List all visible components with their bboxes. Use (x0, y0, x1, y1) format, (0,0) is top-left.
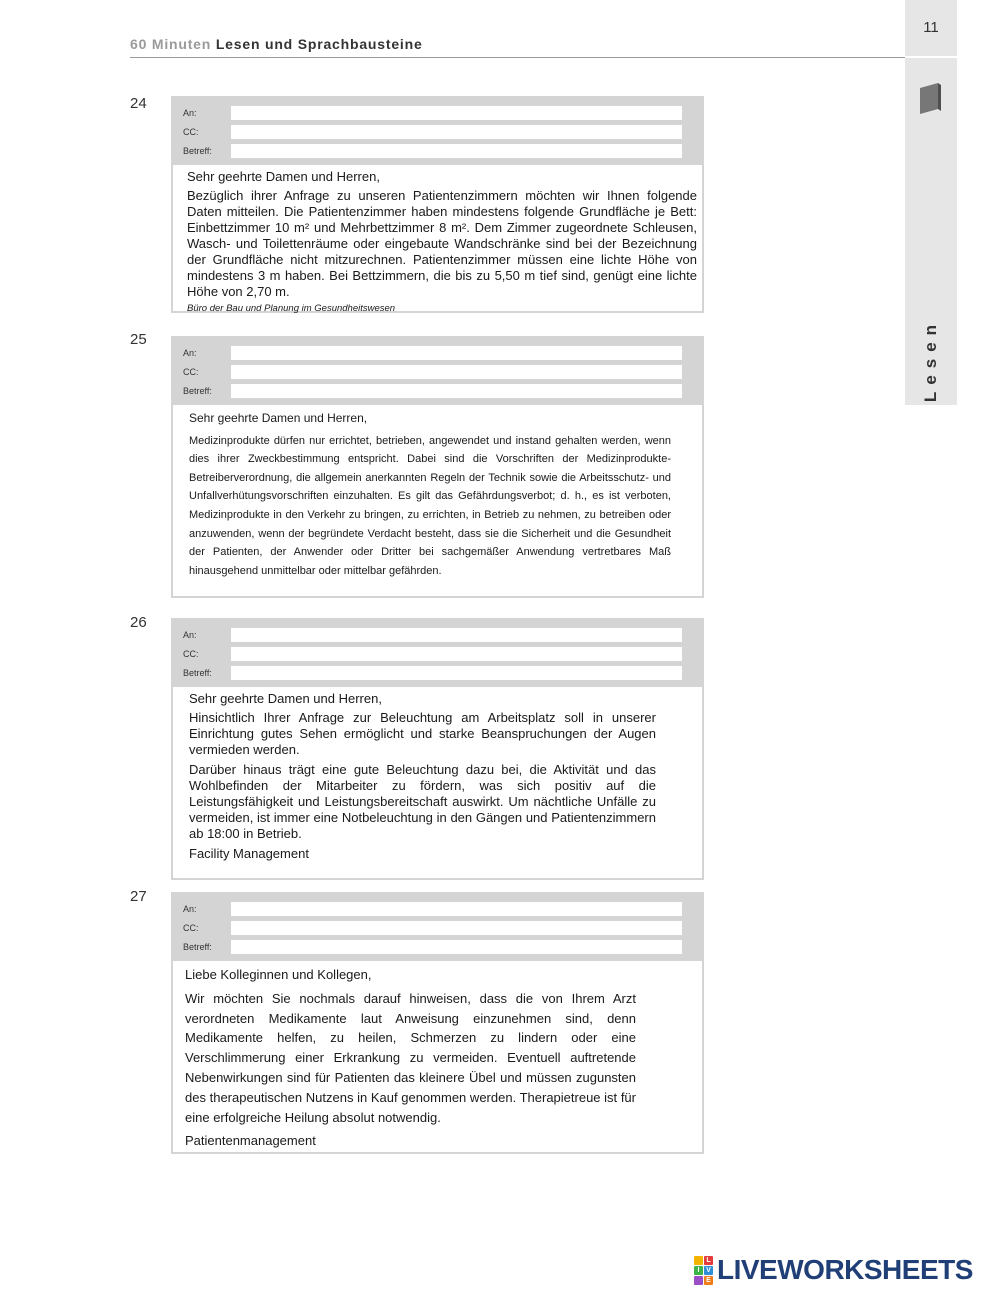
subject-row (183, 663, 682, 682)
email-paragraph: Wir möchten Sie nochmals darauf hinweisen, dass die von Ihrem Arzt verordneten Medikamente laut Anweisung einzunehmen sind, denn Medikamente helfen, zu heilen, Schmerzen zu lindern oder eine Verschlimmerung einer Erkrankung zu vermeiden. Eventuell auftretende Nebenwirkungen sind für Patienten das kleinere Übel und müssen zugunsten des therapeutischen Nutzens in Kauf genommen werden. Therapietreue ist für eine erfolgreiche Heilung absolut notwendig. (185, 990, 636, 1125)
cc-field[interactable] (231, 921, 682, 935)
to-row (183, 899, 682, 918)
cc-label: CC: (183, 366, 199, 377)
email-body (173, 165, 702, 317)
cc-label: CC: (183, 126, 199, 137)
email-paragraph: Hinsichtlich Ihrer Anfrage zur Beleuchtung am Arbeitsplatz soll in unserer Einrichtung gutes Sehen ermöglicht und starke Beanspruchungen der Augen vermieden werden. (189, 710, 656, 757)
email-paragraph: Darüber hinaus trägt eine gute Beleuchtung dazu bei, die Aktivität und das Wohlbefinden der Mitarbeiter zu fördern, was sich positiv auf die Leistungsfähigkeit und Leistungsbereitschaft auswirkt. Um nächtliche Unfälle zu vermeiden, ist immer eine Notbeleuchtung in den Gängen und Patientenzimmern ab 18:00 in Betrieb. (189, 762, 656, 841)
logo-cell (694, 1256, 703, 1265)
to-label: An: (183, 629, 197, 640)
to-row (183, 103, 682, 122)
cc-row (183, 918, 682, 937)
to-row (183, 625, 682, 644)
cc-row (183, 362, 682, 381)
cc-label: CC: (183, 648, 199, 659)
to-field[interactable] (231, 628, 682, 642)
header-prefix: 60 Minuten (130, 36, 212, 52)
email-greeting: Sehr geehrte Damen und Herren, (189, 411, 368, 425)
email-form (171, 892, 704, 1154)
logo-letter: L (704, 1256, 713, 1265)
subject-field[interactable] (231, 144, 682, 158)
liveworksheets-logo (694, 1254, 973, 1286)
cc-field[interactable] (231, 647, 682, 661)
page-header (130, 36, 423, 52)
subject-label: Betreff: (183, 941, 212, 952)
page-number: 11 (923, 19, 939, 36)
email-paragraph: Bezüglich ihrer Anfrage zu unseren Patientenzimmern möchten wir Ihnen folgende Daten mitteilen. Die Patientenzimmer haben mindestens folgende Grundfläche je Bett: Einbettzimmer 10 m² und Mehrbettzimmer 8 m². Dem Zimmer zugeordnete Schleusen, Wasch- und Toilettenräume oder eingebaute Wandschränke sind bei der Bezeichnung der Grundfläche nicht mitzurechnen. Patientenzimmer müssen eine lichte Höhe von mindestens 3 m haben. Bei Bettzimmern, die bis zu 5,50 m tief sind, genügt eine lichte Höhe von 2,70 m. (187, 188, 697, 299)
email-form (171, 618, 704, 880)
email-header (173, 338, 702, 405)
book-icon (918, 82, 942, 114)
logo-letter: V (704, 1266, 713, 1275)
tab-separator (905, 56, 957, 58)
to-label: An: (183, 347, 197, 358)
logo-mark-icon (694, 1256, 713, 1285)
side-label: Lesen (921, 317, 940, 403)
cc-label: CC: (183, 922, 199, 933)
email-greeting: Sehr geehrte Damen und Herren, (189, 691, 382, 706)
cc-field[interactable] (231, 365, 682, 379)
to-field[interactable] (231, 106, 682, 120)
email-body (173, 687, 702, 866)
header-title: Lesen und Sprachbausteine (215, 36, 423, 52)
subject-row (183, 937, 682, 956)
email-signature: Patientenmanagement (185, 1133, 316, 1149)
email-paragraph: Medizinprodukte dürfen nur errichtet, betrieben, angewendet und instand gehalten werden, wenn dies ihrer Zweckbestimmung entspricht. Dabei sind die Vorschriften der Medizinprodukte-Betreiberverordnung, die allgemein anerkannten Regeln der Technik sowie die Arbeitsschutz- und Unfallverhütungsvorschriften einzuhalten. Es gilt das Gefährdungsverbot; d. h., es ist verboten, Medizinprodukte in den Verkehr zu bringen, zu errichten, in Betrieb zu nehmen, zu betreiben oder anzuwenden, wenn der begründete Verdacht besteht, dass sie die Sicherheit und die Gesundheit der Patienten, der Anwender oder Dritter bei sachgemäßer Anwendung vertretbares Maß hinausgehend unmittelbar oder mittelbar gefährden. (189, 434, 671, 577)
email-form (171, 96, 704, 313)
email-signature: Facility Management (189, 846, 309, 861)
question-number: 27 (130, 888, 147, 905)
subject-field[interactable] (231, 666, 682, 680)
subject-row (183, 141, 682, 160)
subject-field[interactable] (231, 384, 682, 398)
cc-row (183, 122, 682, 141)
question-number: 25 (130, 331, 147, 348)
logo-letter: E (704, 1276, 713, 1285)
email-header (173, 894, 702, 961)
subject-label: Betreff: (183, 385, 212, 396)
to-field[interactable] (231, 902, 682, 916)
to-label: An: (183, 903, 197, 914)
email-header (173, 620, 702, 687)
email-greeting: Liebe Kolleginnen und Kollegen, (185, 967, 372, 982)
subject-label: Betreff: (183, 145, 212, 156)
question-number: 26 (130, 614, 147, 631)
subject-field[interactable] (231, 940, 682, 954)
cc-row (183, 644, 682, 663)
email-header (173, 98, 702, 165)
logo-text: LIVEWORKSHEETS (717, 1254, 973, 1285)
logo-cell (694, 1276, 703, 1285)
email-greeting: Sehr geehrte Damen und Herren, (187, 169, 380, 184)
email-body (173, 961, 702, 1155)
email-signature: Büro der Bau und Planung im Gesundheitswesen (187, 303, 396, 314)
to-field[interactable] (231, 346, 682, 360)
to-row (183, 343, 682, 362)
to-label: An: (183, 107, 197, 118)
email-form (171, 336, 704, 598)
subject-row (183, 381, 682, 400)
logo-letter: I (694, 1266, 703, 1275)
question-number: 24 (130, 95, 147, 112)
email-body (173, 405, 702, 584)
cc-field[interactable] (231, 125, 682, 139)
subject-label: Betreff: (183, 667, 212, 678)
header-rule (130, 57, 905, 58)
